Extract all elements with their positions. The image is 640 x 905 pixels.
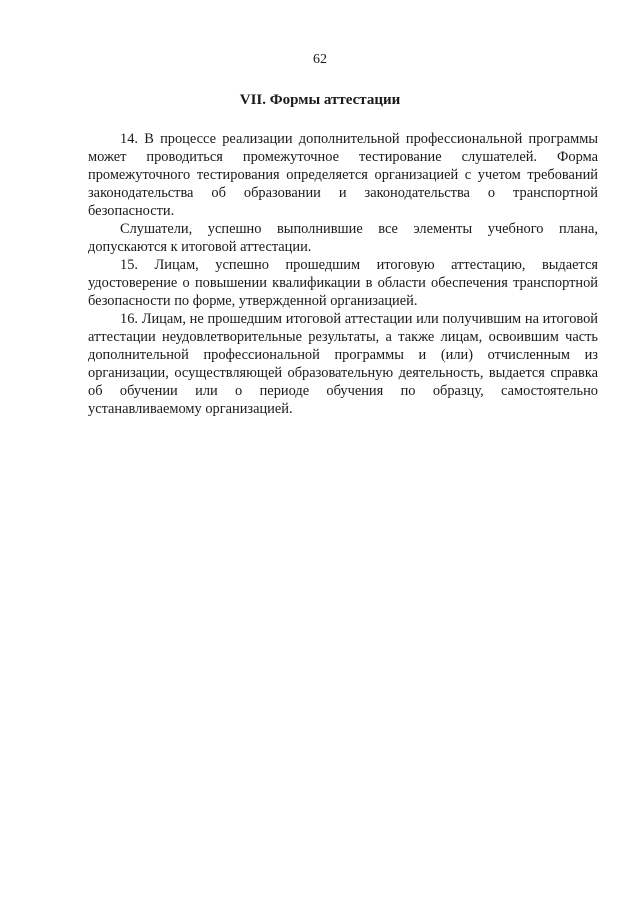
paragraph-admission: Слушатели, успешно выполнившие все элементы учебного плана, допускаются к итоговой аттестации.	[88, 221, 598, 255]
section-title: VII. Формы аттестации	[239, 92, 401, 108]
paragraph-16-reference: 16. Лицам, не прошедшим итоговой аттестации или получившим на итоговой аттестации неудовлетворительные результаты, а также лицам, освоившим часть дополнительной профессиональной программы и (или) отчисленным из организации, осуществляющей образовательную деятельность, выдается справка об обучении или о периоде обучения по образцу, самостоятельно устанавливаемому организацией.	[88, 311, 598, 417]
document-body	[88, 130, 598, 418]
page-number: 62	[313, 52, 327, 67]
paragraph-15-certificate: 15. Лицам, успешно прошедшим итоговую аттестацию, выдается удостоверение о повышении квалификации в области обеспечения транспортной безопасности по форме, утвержденной организацией.	[88, 257, 598, 309]
paragraph-14-testing: 14. В процессе реализации дополнительной профессиональной программы может проводиться промежуточное тестирование слушателей. Форма промежуточного тестирования определяется организацией с учетом требований законодательства об образовании и законодательства о транспортной безопасности.	[88, 131, 598, 219]
